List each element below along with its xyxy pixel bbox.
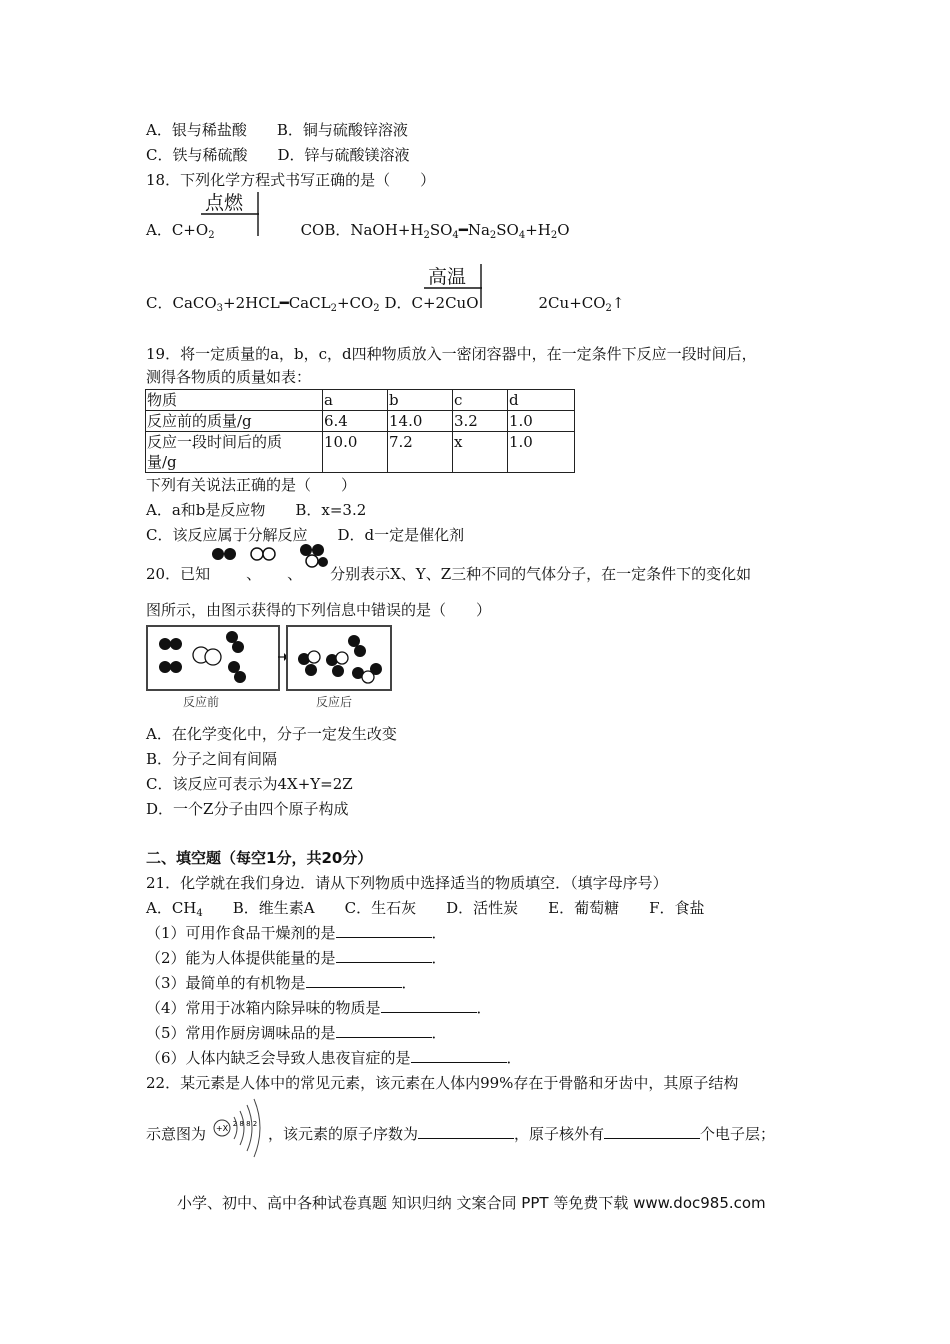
section-heading: 二、填空题（每空1分，共20分） (146, 849, 373, 867)
table-cell: a (323, 390, 388, 411)
table-cell: 10.0 (323, 432, 388, 473)
q21-choices: A．$CH_4$ B．维生素A C．生石灰 D．活性炭 E．葡萄糖 F．食盐 (146, 899, 705, 919)
q22-line2: 示意图为 ，该元素的原子序数为 ，原子核外有 个电子层； (146, 1125, 776, 1143)
page-footer: 小学、初中、高中各种试卷真题 知识归纳 文案合同 PPT 等免费下载 www.doc985.com (177, 1194, 766, 1212)
q18-stem: 18．下列化学方程式书写正确的是（ ） (146, 171, 436, 189)
table-cell: c (453, 390, 508, 411)
answer-blank[interactable] (604, 1124, 700, 1139)
q18-option-a: A．$C+O_2$ CO (146, 221, 325, 241)
q19-stem-line1: 19．将一定质量的a，b，c，d四种物质放入一密闭容器中，在一定条件下反应一段时间后， (146, 345, 757, 363)
q18-options-ab (146, 220, 570, 246)
q20-before-molecules (148, 627, 278, 689)
answer-blank[interactable] (418, 1124, 514, 1139)
answer-blank[interactable] (306, 973, 402, 988)
q18-option-c: C．$CaCO_3+2HCL━CaCL_2+CO_2$ (146, 294, 380, 314)
q20-option-a: A．在化学变化中，分子一定发生改变 (146, 725, 397, 743)
q19-options-cd: C．该反应属于分解反应 D．d一定是催化剂 (146, 526, 465, 544)
table-cell: b (388, 390, 453, 411)
q17-options-cd (146, 145, 410, 165)
q19-mass-table (145, 389, 575, 473)
q19-prompt: 下列有关说法正确的是（ ） (146, 476, 357, 494)
table-cell: 6.4 (323, 411, 388, 432)
q22-stem: 22．某元素是人体中的常见元素，该元素在人体内99%存在于骨骼和牙齿中，其原子结构 (146, 1074, 739, 1092)
answer-blank[interactable] (336, 923, 432, 938)
table-cell: 1.0 (508, 432, 575, 473)
q21-item-4: （4）常用于冰箱内除异味的物质是 ． (146, 999, 492, 1017)
table-cell: 物质 (146, 390, 323, 411)
q21-item-3: （3）最简单的有机物是 ． (146, 974, 417, 992)
table-cell: 1.0 (508, 411, 575, 432)
q17-options-ab (146, 120, 408, 140)
table-cell: x (453, 432, 508, 473)
molecule-y-icon (251, 548, 275, 560)
q20-stem-line1: 20．已知 、 、 分别表示X、Y、Z三种不同的气体分子，在一定条件下的变化如 (146, 565, 752, 583)
q20-stem-line2: 图所示，由图示获得的下列信息中错误的是（ ） (146, 601, 492, 619)
q20-option-b: B．分子之间有间隔 (146, 750, 278, 768)
q18-condition-ignite: 点燃 (205, 192, 244, 214)
answer-blank[interactable] (411, 1048, 507, 1063)
answer-blank[interactable] (336, 948, 432, 963)
q21-item-1: （1）可用作食品干燥剂的是 ． (146, 924, 447, 942)
q19-options-ab: A．a和b是反应物 B．x=3.2 (146, 501, 367, 519)
nucleus-label: +X (215, 1124, 229, 1133)
table-header-row (146, 390, 575, 411)
q18-options-cd (146, 293, 625, 319)
table-cell: 3.2 (453, 411, 508, 432)
q18-condition-high-temp: 高温 (428, 266, 467, 288)
q21-item-6: （6）人体内缺乏会导致人患夜盲症的是 ． (146, 1049, 522, 1067)
q18-option-d: D．C+2CuO $2Cu+CO_2↑$ (384, 294, 625, 314)
q20-after-box (286, 625, 392, 691)
table-row (146, 411, 575, 432)
q17-option-d: D．锌与硫酸镁溶液 (277, 146, 410, 164)
q17-option-c: C．铁与稀硫酸 (146, 146, 248, 164)
q19-stem-line2: 测得各物质的质量如表： (146, 368, 312, 386)
table-cell: 14.0 (388, 411, 453, 432)
table-row (146, 432, 575, 473)
q20-after-molecules (288, 627, 390, 689)
table-cell: d (508, 390, 575, 411)
table-cell: 7.2 (388, 432, 453, 473)
q20-before-box (146, 625, 280, 691)
shell-electron-counts: 2 8 8 2 (232, 1120, 258, 1128)
q20-caption-before: 反应前 (183, 695, 220, 709)
q20-option-c: C．该反应可表示为4X+Y=2Z (146, 775, 353, 793)
q21-item-2: （2）能为人体提供能量的是 ． (146, 949, 447, 967)
q21-stem: 21．化学就在我们身边．请从下列物质中选择适当的物质填空．（填字母序号） (146, 874, 668, 892)
answer-blank[interactable] (336, 1023, 432, 1038)
table-cell: 反应一段时间后的质 量/g (146, 432, 323, 473)
table-cell: 反应前的质量/g (146, 411, 323, 432)
q17-option-a: A．银与稀盐酸 (146, 121, 247, 139)
q20-option-d: D．一个Z分子由四个原子构成 (146, 800, 349, 818)
q20-caption-after: 反应后 (316, 695, 353, 709)
q18-option-b: B．$NaOH+H_2SO_4━Na_2SO_4+H_2O$ (324, 221, 570, 241)
q17-option-b: B．铜与硫酸锌溶液 (276, 121, 408, 139)
q21-item-5: （5）常用作厨房调味品的是 ． (146, 1024, 447, 1042)
answer-blank[interactable] (381, 998, 477, 1013)
molecule-x-icon (212, 548, 236, 560)
